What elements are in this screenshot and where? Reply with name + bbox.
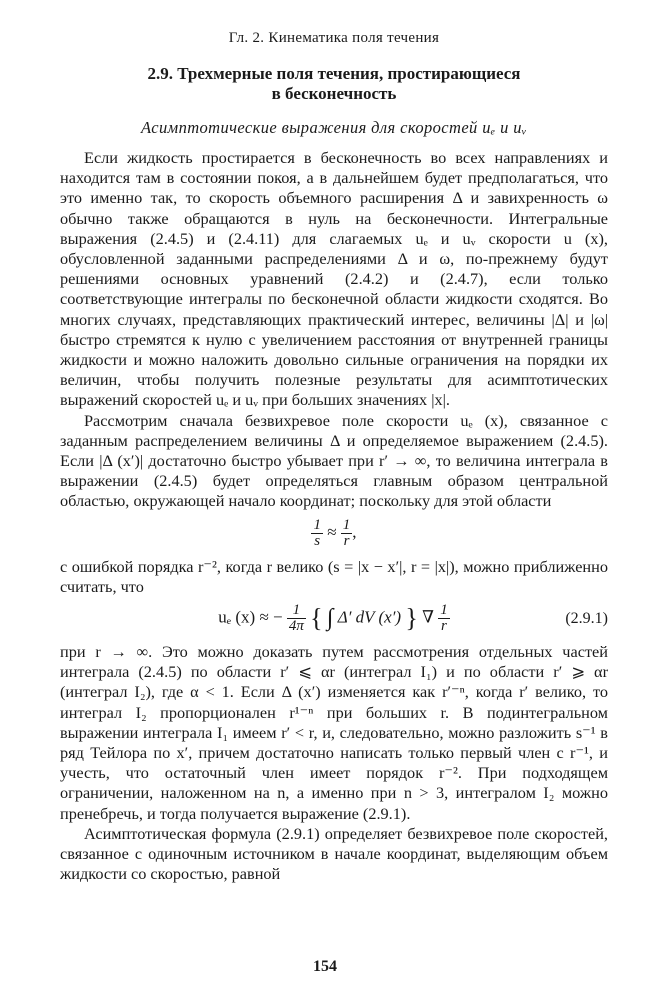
equation-2-9-1 [60,603,608,634]
integrand: Δ′ dV (x′) [337,607,402,627]
page-number: 154 [313,958,337,975]
approx-formula [60,518,608,549]
close-brace: } [405,603,418,633]
fraction-denominator: s [314,532,321,549]
fraction-1-over-r [341,518,353,549]
section-title-line-2: в бесконечность [271,84,397,103]
fraction-numerator: 1 [342,516,351,533]
fraction-denominator: r [343,532,350,549]
paragraph-3: с ошибкой порядка r⁻², когда r велико (s = |x − x′|, r = |x|), можно приближенно считать, что [60,556,608,596]
paragraph-2: Рассмотрим сначала безвихревое поле скорости uₑ (x), связанное с заданным распределением величины Δ и определяемое выражением (2.4.5). Если |Δ (x′)| достаточно быстро убывает при r′ → ∞, то величина интеграла в выражении (2.4.5) будет определяться главным образом центральной областью, окружающей начало координат; поскольку для этой области [60,410,608,511]
subsection-title: Асимптотические выражения для скоростей uₑ и uᵥ [141,118,527,137]
fraction-numerator: 1 [313,516,321,533]
approx-sign: ≈ [327,522,337,542]
fraction-denominator: 4π [288,618,304,635]
book-page [60,30,608,885]
gradient-fraction [438,603,450,634]
fraction-numerator: 1 [287,603,306,619]
section-title-line-1: 2.9. Трехмерные поля течения, простирающиеся [147,64,521,83]
fraction-denominator: r [441,618,447,635]
open-brace: { [310,603,323,633]
equation-number: (2.9.1) [565,609,608,627]
running-head: Гл. 2. Кинематика поля течения [228,30,440,46]
nabla-operator: ∇ [422,607,434,627]
fraction-numerator: 1 [440,602,448,619]
equation-body [218,603,449,634]
coefficient-fraction [287,603,306,634]
equation-lhs: uₑ (x) ≈ − [218,607,283,627]
section-title [60,64,608,104]
paragraph-5: Асимптотическая формула (2.9.1) определяет безвихревое поле скоростей, связанное с одиночным источником в начале координат, выделяющим объем жидкости со скоростью, равной [60,823,608,884]
fraction-1-over-s [311,518,323,549]
paragraph-1: Если жидкость простирается в бесконечность во всех направлениях и находится там в состоянии покоя, а в дальнейшем будет предполагаться, что это именно так, то скорость объемного расширения Δ и завихренность ω обычно также обращаются в нуль на бесконечности. Интегральные выражения (2.4.5) и (2.4.11) для слагаемых uₑ и uᵥ скорости u (x), обусловленной заданными распределениями Δ и ω, по-прежнему будут решениями основных уравнений (2.4.2) и (2.4.7), если только соответствующие интегралы по бесконечной области жидкости сходятся. Во многих случаях, представляющих практический интерес, величины |Δ| и |ω| быстро стремятся к нулю с увеличением расстояния от внутренней границы жидкости и можно наложить довольно сильные ограничения на порядки их величин, чтобы получить полезные результаты для асимптотических выражений скоростей uₑ и uᵥ при больших значениях |x|. [60,148,608,410]
paragraph-4: при r → ∞. Это можно доказать путем рассмотрения отдельных частей интеграла (2.4.5) по области r′ ⩽ αr (интеграл I₁) и по области r′ ⩾ αr (интеграл I₂), где α < 1. Если Δ (x′) изменяется как r′⁻ⁿ, когда r′ велико, то интеграл I₂ пропорционален r¹⁻ⁿ при больших r. В подинтегральном выражении интеграла I₁ имеем r′ < r, и, следовательно, можно разложить s⁻¹ в ряд Тейлора по x′, причем достаточно написать только первый член с r⁻¹, и учесть, что остаточный член имеет порядок r⁻². При подходящем ограничении, наложенном на n, а именно при n > 3, интегралом I₂ можно пренебречь, и тогда получается выражение (2.9.1). [60,642,608,823]
integral-sign: ∫ [326,605,334,632]
formula-comma: , [352,522,357,542]
